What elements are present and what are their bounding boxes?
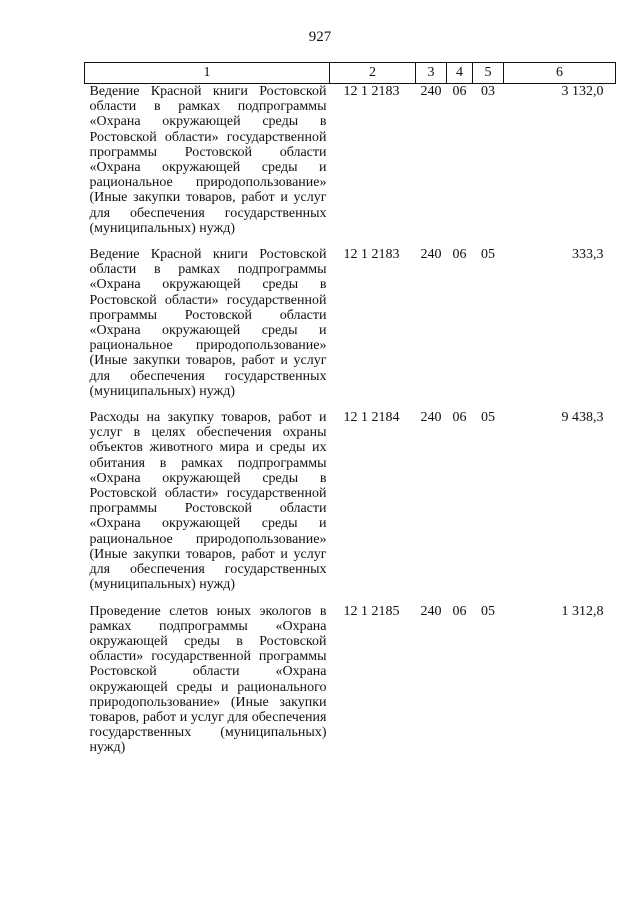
row-amount: 1 312,8 xyxy=(561,603,604,619)
row-expense-type: 240 xyxy=(420,410,442,426)
row-section: 06 xyxy=(452,410,467,426)
row-target-code: 12 1 2183 xyxy=(343,247,400,263)
row-subsection: 05 xyxy=(481,603,495,619)
table-row xyxy=(85,410,616,603)
row-section: 06 xyxy=(452,84,467,99)
row-expense-type: 240 xyxy=(420,84,442,99)
row-expense-type: 240 xyxy=(420,603,442,619)
row-subsection: 05 xyxy=(481,247,495,263)
row-description: Расходы на закупку товаров, работ и услуг в целях обеспечения охраны объектов животного мира и среды их обитания в рамках подпрограммы «Охрана окружающей среды в Ростовской области» государственной программы Ростовской области «Охрана окружающей среды и рациональное природопользование» (Иные закупки товаров, работ и услуг для обеспечения государственных (муниципальных) нужд) xyxy=(89,410,327,593)
budget-table xyxy=(84,62,616,767)
column-header-5: 5 xyxy=(473,63,504,84)
column-header-3: 3 xyxy=(416,63,447,84)
row-target-code: 12 1 2184 xyxy=(343,410,400,426)
table-row xyxy=(85,84,616,248)
page-number: 927 xyxy=(308,29,332,45)
row-section: 06 xyxy=(452,603,467,619)
table-header xyxy=(85,63,616,84)
row-amount: 333,3 xyxy=(572,247,604,263)
row-description: Ведение Красной книги Ростовской области в рамках подпрограммы «Охрана окружающей среды в Ростовской области» государственной программы Ростовской области «Охрана окружающей среды и рациональное природопользование» (Иные закупки товаров, работ и услуг для обеспечения государственных (муниципальных) нужд) xyxy=(89,247,327,399)
row-subsection: 05 xyxy=(481,410,495,426)
row-section: 06 xyxy=(452,247,467,263)
row-target-code: 12 1 2183 xyxy=(343,84,400,99)
column-header-4: 4 xyxy=(447,63,473,84)
table-row xyxy=(85,604,616,767)
row-description: Ведение Красной книги Ростовской области в рамках подпрограммы «Охрана окружающей среды в Ростовской области» государственной программы Ростовской области «Охрана окружающей среды и рациональное природопользование» (Иные закупки товаров, работ и услуг для обеспечения государственных (муниципальных) нужд) xyxy=(89,84,327,236)
column-header-6: 6 xyxy=(504,63,616,84)
row-target-code: 12 1 2185 xyxy=(343,603,400,619)
row-amount: 3 132,0 xyxy=(561,84,604,99)
table-body xyxy=(85,84,616,767)
column-header-1: 1 xyxy=(85,63,330,84)
row-expense-type: 240 xyxy=(420,247,442,263)
row-subsection: 03 xyxy=(481,84,495,99)
column-header-2: 2 xyxy=(330,63,416,84)
row-amount: 9 438,3 xyxy=(561,410,604,426)
row-description: Проведение слетов юных экологов в рамках подпрограммы «Охрана окружающей среды в Ростовской области» государственной программы Ростовской области «Охрана окружающей среды и рационального природопользование» (Иные закупки товаров, работ и услуг для обеспечения государственных (муниципальных) нужд) xyxy=(89,603,327,756)
table-row xyxy=(85,247,616,410)
